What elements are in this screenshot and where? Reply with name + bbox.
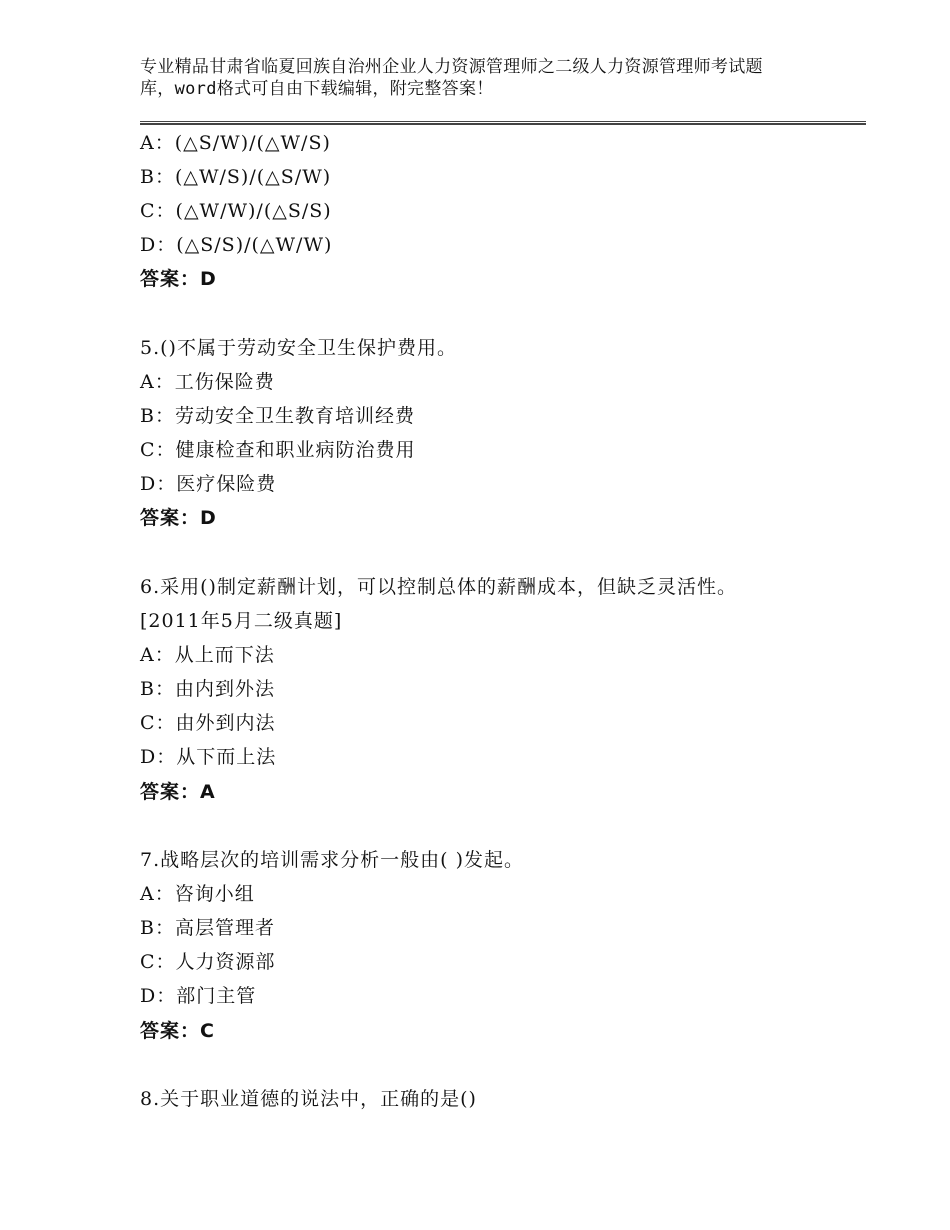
q5-option-d: D：医疗保险费 xyxy=(140,473,277,495)
q5-option-a: A：工伤保险费 xyxy=(140,371,275,393)
q7-option-a: A：咨询小组 xyxy=(140,883,255,905)
q5-question: 5.()不属于劳动安全卫生保护费用。 xyxy=(140,337,457,359)
q6-option-a: A：从上而下法 xyxy=(140,644,275,666)
q7-option-b: B：高层管理者 xyxy=(140,917,275,939)
q4-option-d: D：(△S/S)/(△W/W) xyxy=(140,234,333,256)
q6-source-note: [2011年5月二级真题] xyxy=(140,610,343,632)
q5-answer: 答案：D xyxy=(140,507,217,529)
q4-option-a: A：(△S/W)/(△W/S) xyxy=(140,132,331,154)
q7-option-c: C：人力资源部 xyxy=(140,951,276,973)
q6-option-c: C：由外到内法 xyxy=(140,712,276,734)
q4-answer: 答案：D xyxy=(140,268,217,290)
header-line-1: 专业精品甘肃省临夏回族自治州企业人力资源管理师之二级人力资源管理师考试题 xyxy=(140,57,763,77)
q7-answer: 答案：C xyxy=(140,1020,215,1042)
q6-option-b: B：由内到外法 xyxy=(140,678,275,700)
header-divider xyxy=(140,121,866,125)
q5-option-b: B：劳动安全卫生教育培训经费 xyxy=(140,405,415,427)
q6-answer: 答案：A xyxy=(140,781,216,803)
document-header xyxy=(140,56,840,100)
q6-option-d: D：从下而上法 xyxy=(140,746,277,768)
q4-option-b: B：(△W/S)/(△S/W) xyxy=(140,166,332,188)
q8-question: 8.关于职业道德的说法中，正确的是() xyxy=(140,1088,477,1110)
q7-question: 7.战略层次的培训需求分析一般由( )发起。 xyxy=(140,849,524,871)
q6-question: 6.采用()制定薪酬计划，可以控制总体的薪酬成本，但缺乏灵活性。 xyxy=(140,576,737,598)
q4-option-c: C：(△W/W)/(△S/S) xyxy=(140,200,332,222)
q5-option-c: C：健康检查和职业病防治费用 xyxy=(140,439,416,461)
q7-option-d: D：部门主管 xyxy=(140,985,257,1007)
header-line-2: 库，word格式可自由下载编辑，附完整答案！ xyxy=(140,79,494,99)
